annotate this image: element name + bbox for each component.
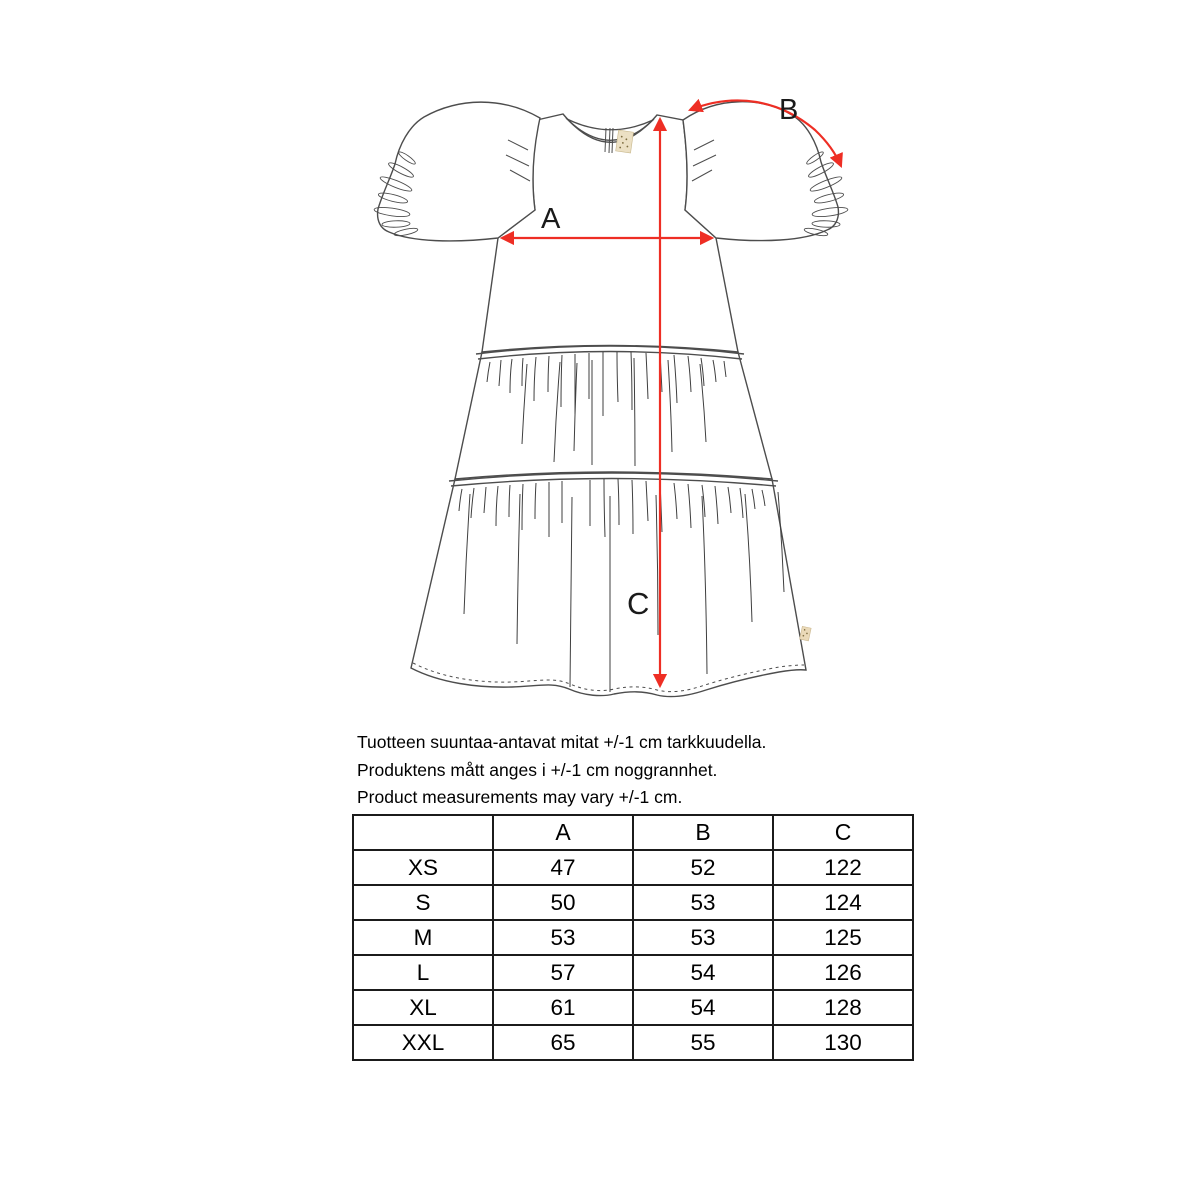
measurement-label-a: A [541,203,561,235]
b-cell: 54 [633,990,773,1025]
c-cell: 126 [773,955,913,990]
a-cell: 57 [493,955,633,990]
a-cell: 47 [493,850,633,885]
right-puff-sleeve [683,102,838,241]
skirt-tier3 [411,472,806,697]
table-row-xl [353,990,913,1025]
col-header-a: A [493,815,633,850]
b-cell: 53 [633,885,773,920]
note-finnish: Tuotteen suuntaa-antavat mitat +/-1 cm tarkkuudella. [357,732,767,752]
size-cell: L [353,955,493,990]
table-row-m [353,920,913,955]
size-cell: M [353,920,493,955]
b-cell: 52 [633,850,773,885]
measurement-label-b: B [779,94,799,126]
col-header-c: C [773,815,913,850]
skirt-brand-tag [800,626,812,641]
col-header-size [353,815,493,850]
note-english: Product measurements may vary +/-1 cm. [357,787,683,807]
left-puff-sleeve [378,102,540,241]
table-row-xs [353,850,913,885]
c-cell: 124 [773,885,913,920]
c-cell: 125 [773,920,913,955]
a-cell: 65 [493,1025,633,1060]
c-cell: 130 [773,1025,913,1060]
size-table [352,814,914,1061]
neck-label-tag [616,130,634,153]
b-cell: 54 [633,955,773,990]
measurement-label-c: C [627,586,650,621]
a-cell: 61 [493,990,633,1025]
c-cell: 122 [773,850,913,885]
col-header-b: B [633,815,773,850]
table-row-s [353,885,913,920]
table-row-xxl [353,1025,913,1060]
b-cell: 55 [633,1025,773,1060]
a-cell: 53 [493,920,633,955]
size-cell: S [353,885,493,920]
table-row-l [353,955,913,990]
size-cell: XS [353,850,493,885]
size-cell: XXL [353,1025,493,1060]
size-cell: XL [353,990,493,1025]
b-cell: 53 [633,920,773,955]
note-swedish: Produktens mått anges i +/-1 cm noggrannhet. [357,759,718,780]
a-cell: 50 [493,885,633,920]
c-cell: 128 [773,990,913,1025]
measurement-notes [357,729,766,812]
size-table-header-row [353,815,913,850]
